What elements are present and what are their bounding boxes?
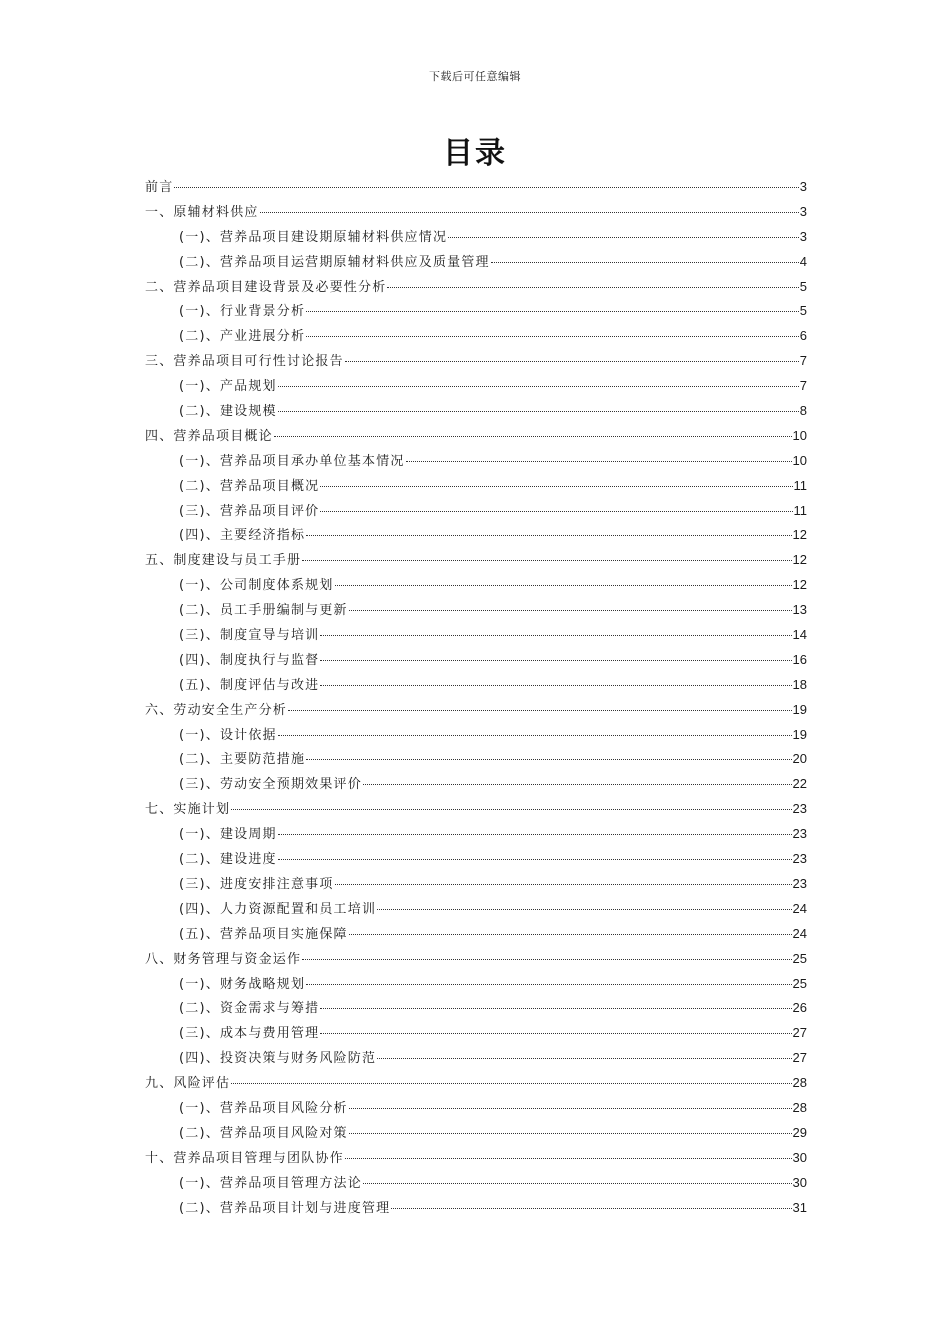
toc-dot-leader — [377, 1057, 791, 1059]
toc-dot-leader — [363, 1182, 792, 1184]
toc-entry-page-number: 27 — [792, 1025, 807, 1041]
toc-entry-page-number: 11 — [793, 477, 807, 493]
toc-entry-text: 二、营养品项目建设背景及必要性分析 — [145, 279, 387, 295]
toc-entry[interactable] — [145, 251, 807, 276]
toc-entry-text: (五)、营养品项目实施保障 — [179, 926, 348, 942]
toc-entry-text: (二)、资金需求与筹措 — [179, 1001, 320, 1017]
toc-dot-leader — [278, 858, 792, 860]
toc-entry[interactable] — [145, 375, 807, 400]
toc-entry-text: 六、劳动安全生产分析 — [145, 702, 288, 718]
toc-entry-text: (一)、产品规划 — [179, 379, 277, 395]
toc-entry-text: (五)、制度评估与改进 — [179, 677, 320, 693]
toc-entry-page-number: 24 — [792, 900, 807, 916]
toc-dot-leader — [260, 211, 799, 213]
toc-entry[interactable] — [145, 176, 807, 201]
toc-dot-leader — [278, 385, 799, 387]
toc-entry-page-number: 14 — [792, 627, 807, 643]
toc-dot-leader — [320, 634, 791, 636]
toc-entry-page-number: 4 — [799, 253, 807, 269]
toc-entry-text: (一)、营养品项目风险分析 — [179, 1100, 348, 1116]
toc-entry-text: (四)、投资决策与财务风险防范 — [179, 1051, 377, 1067]
toc-entry-page-number: 6 — [799, 328, 807, 344]
toc-entry[interactable] — [145, 1047, 807, 1072]
toc-entry[interactable] — [145, 201, 807, 226]
table-of-contents — [145, 176, 807, 1221]
page-title: 目录 — [443, 136, 507, 171]
toc-entry-page-number: 23 — [792, 851, 807, 867]
toc-entry-text: (四)、人力资源配置和员工培训 — [179, 901, 377, 917]
toc-entry-text: (二)、建设进度 — [179, 852, 277, 868]
toc-entry[interactable] — [145, 649, 807, 674]
toc-entry[interactable] — [145, 873, 807, 898]
toc-entry-page-number: 5 — [799, 303, 807, 319]
toc-entry-page-number: 28 — [792, 1075, 807, 1091]
toc-entry-text: (二)、营养品项目概况 — [179, 478, 320, 494]
toc-entry-page-number: 12 — [792, 552, 807, 568]
toc-entry-text: (一)、营养品项目承办单位基本情况 — [179, 453, 405, 469]
toc-entry-text: (一)、行业背景分析 — [179, 304, 306, 320]
toc-dot-leader — [302, 958, 791, 960]
toc-dot-leader — [278, 833, 792, 835]
toc-entry-page-number: 23 — [792, 801, 807, 817]
toc-entry[interactable] — [145, 624, 807, 649]
toc-dot-leader — [391, 1207, 791, 1209]
toc-dot-leader — [345, 1157, 792, 1159]
toc-entry-text: (四)、主要经济指标 — [179, 528, 306, 544]
toc-entry-page-number: 3 — [799, 228, 807, 244]
toc-entry-text: (一)、公司制度体系规划 — [179, 578, 334, 594]
toc-dot-leader — [320, 510, 792, 512]
toc-entry-page-number: 25 — [792, 950, 807, 966]
toc-entry-text: (三)、营养品项目评价 — [179, 503, 320, 519]
toc-entry-page-number: 8 — [799, 403, 807, 419]
toc-entry-page-number: 18 — [792, 676, 807, 692]
toc-entry[interactable] — [145, 798, 807, 823]
toc-entry-text: (三)、成本与费用管理 — [179, 1026, 320, 1042]
toc-entry-text: (二)、产业进展分析 — [179, 329, 306, 345]
toc-entry[interactable] — [145, 1097, 807, 1122]
toc-entry[interactable] — [145, 524, 807, 549]
toc-entry-page-number: 5 — [799, 278, 807, 294]
toc-entry-page-number: 28 — [792, 1099, 807, 1115]
toc-dot-leader — [288, 709, 792, 711]
toc-entry-page-number: 7 — [799, 378, 807, 394]
toc-entry[interactable] — [145, 898, 807, 923]
toc-dot-leader — [278, 410, 799, 412]
toc-entry[interactable] — [145, 1072, 807, 1097]
toc-entry[interactable] — [145, 848, 807, 873]
toc-entry-page-number: 29 — [792, 1124, 807, 1140]
toc-dot-leader — [320, 1032, 791, 1034]
toc-entry[interactable] — [145, 1172, 807, 1197]
toc-entry-text: (二)、营养品项目风险对策 — [179, 1125, 348, 1141]
toc-entry[interactable] — [145, 674, 807, 699]
toc-entry-text: (二)、营养品项目运营期原辅材料供应及质量管理 — [179, 254, 490, 270]
toc-entry-page-number: 10 — [792, 427, 807, 443]
toc-entry-text: 前言 — [145, 180, 174, 195]
toc-entry[interactable] — [145, 973, 807, 998]
toc-entry-text: 三、营养品项目可行性讨论报告 — [145, 354, 344, 370]
toc-entry-text: (一)、财务战略规划 — [179, 976, 306, 992]
toc-entry-page-number: 30 — [792, 1174, 807, 1190]
toc-entry-page-number: 30 — [792, 1149, 807, 1165]
toc-entry-text: 九、风险评估 — [145, 1076, 231, 1092]
toc-entry[interactable] — [145, 574, 807, 599]
toc-entry[interactable] — [145, 699, 807, 724]
toc-entry-text: (三)、制度宣导与培训 — [179, 628, 320, 644]
toc-entry[interactable] — [145, 549, 807, 574]
toc-entry-text: (四)、制度执行与监督 — [179, 652, 320, 668]
toc-dot-leader — [278, 734, 792, 736]
toc-dot-leader — [174, 186, 798, 188]
toc-entry[interactable] — [145, 276, 807, 301]
toc-entry-page-number: 25 — [792, 975, 807, 991]
toc-entry-page-number: 10 — [792, 452, 807, 468]
toc-entry-text: (三)、劳动安全预期效果评价 — [179, 777, 362, 793]
toc-dot-leader — [491, 261, 799, 263]
toc-entry-page-number: 19 — [792, 701, 807, 717]
toc-entry-page-number: 3 — [799, 179, 807, 194]
toc-entry[interactable] — [145, 599, 807, 624]
toc-dot-leader — [320, 485, 792, 487]
toc-entry[interactable] — [145, 923, 807, 948]
toc-dot-leader — [320, 659, 791, 661]
toc-dot-leader — [306, 983, 791, 985]
toc-dot-leader — [363, 783, 792, 785]
toc-entry-page-number: 16 — [792, 651, 807, 667]
toc-dot-leader — [306, 758, 791, 760]
toc-entry-text: 八、财务管理与资金运作 — [145, 951, 302, 967]
toc-entry-text: 一、原辅材料供应 — [145, 204, 259, 220]
header-note: 下载后可任意编辑 — [429, 70, 521, 83]
toc-entry-text: (一)、建设周期 — [179, 827, 277, 843]
toc-dot-leader — [345, 360, 799, 362]
toc-dot-leader — [387, 286, 798, 288]
toc-entry[interactable] — [145, 350, 807, 375]
toc-dot-leader — [231, 1082, 791, 1084]
toc-entry-text: (三)、进度安排注意事项 — [179, 876, 334, 892]
toc-dot-leader — [335, 584, 792, 586]
toc-dot-leader — [306, 335, 799, 337]
toc-dot-leader — [406, 460, 792, 462]
toc-dot-leader — [349, 933, 792, 935]
toc-entry-page-number: 12 — [792, 577, 807, 593]
toc-entry-text: (二)、主要防范措施 — [179, 752, 306, 768]
toc-dot-leader — [349, 1107, 792, 1109]
toc-entry-page-number: 23 — [792, 875, 807, 891]
toc-dot-leader — [377, 908, 791, 910]
toc-entry-text: (二)、建设规模 — [179, 404, 277, 420]
toc-dot-leader — [306, 534, 791, 536]
toc-entry[interactable] — [145, 500, 807, 525]
toc-entry-text: (一)、营养品项目建设期原辅材料供应情况 — [179, 229, 448, 245]
toc-entry[interactable] — [145, 1147, 807, 1172]
toc-entry[interactable] — [145, 773, 807, 798]
toc-entry-text: (一)、设计依据 — [179, 727, 277, 743]
toc-entry-page-number: 27 — [792, 1050, 807, 1066]
toc-entry[interactable] — [145, 325, 807, 350]
toc-entry[interactable] — [145, 226, 807, 251]
toc-dot-leader — [306, 310, 799, 312]
toc-entry-page-number: 20 — [792, 751, 807, 767]
toc-entry-text: 十、营养品项目管理与团队协作 — [145, 1150, 344, 1166]
toc-dot-leader — [274, 435, 792, 437]
toc-dot-leader — [448, 236, 799, 238]
toc-entry-text: 七、实施计划 — [145, 802, 231, 818]
toc-entry-page-number: 22 — [792, 776, 807, 792]
toc-entry[interactable] — [145, 1197, 807, 1222]
toc-entry-page-number: 31 — [792, 1199, 807, 1215]
toc-entry-page-number: 7 — [799, 353, 807, 369]
toc-entry[interactable] — [145, 400, 807, 425]
toc-entry[interactable] — [145, 450, 807, 475]
toc-entry-page-number: 13 — [792, 602, 807, 618]
toc-entry-page-number: 24 — [792, 925, 807, 941]
toc-entry-page-number: 26 — [792, 1000, 807, 1016]
toc-entry[interactable] — [145, 1122, 807, 1147]
toc-entry-page-number: 12 — [792, 527, 807, 543]
toc-dot-leader — [320, 684, 791, 686]
toc-dot-leader — [302, 559, 791, 561]
toc-entry-page-number: 3 — [799, 203, 807, 219]
toc-entry[interactable] — [145, 724, 807, 749]
toc-entry[interactable] — [145, 948, 807, 973]
toc-entry-text: 四、营养品项目概论 — [145, 428, 273, 444]
toc-entry[interactable] — [145, 425, 807, 450]
toc-entry-text: (二)、员工手册编制与更新 — [179, 603, 348, 619]
toc-entry-text: 五、制度建设与员工手册 — [145, 553, 302, 569]
toc-dot-leader — [349, 609, 792, 611]
toc-entry-text: (二)、营养品项目计划与进度管理 — [179, 1200, 391, 1216]
toc-entry[interactable] — [145, 997, 807, 1022]
toc-dot-leader — [335, 883, 792, 885]
toc-entry-text: (一)、营养品项目管理方法论 — [179, 1175, 362, 1191]
toc-dot-leader — [231, 808, 791, 810]
toc-entry[interactable] — [145, 1022, 807, 1047]
toc-entry-page-number: 23 — [792, 826, 807, 842]
toc-entry-page-number: 11 — [793, 502, 807, 518]
toc-dot-leader — [349, 1132, 792, 1134]
toc-entry[interactable] — [145, 475, 807, 500]
toc-entry[interactable] — [145, 300, 807, 325]
toc-entry[interactable] — [145, 748, 807, 773]
toc-entry-page-number: 19 — [792, 726, 807, 742]
toc-dot-leader — [320, 1007, 791, 1009]
toc-entry[interactable] — [145, 823, 807, 848]
